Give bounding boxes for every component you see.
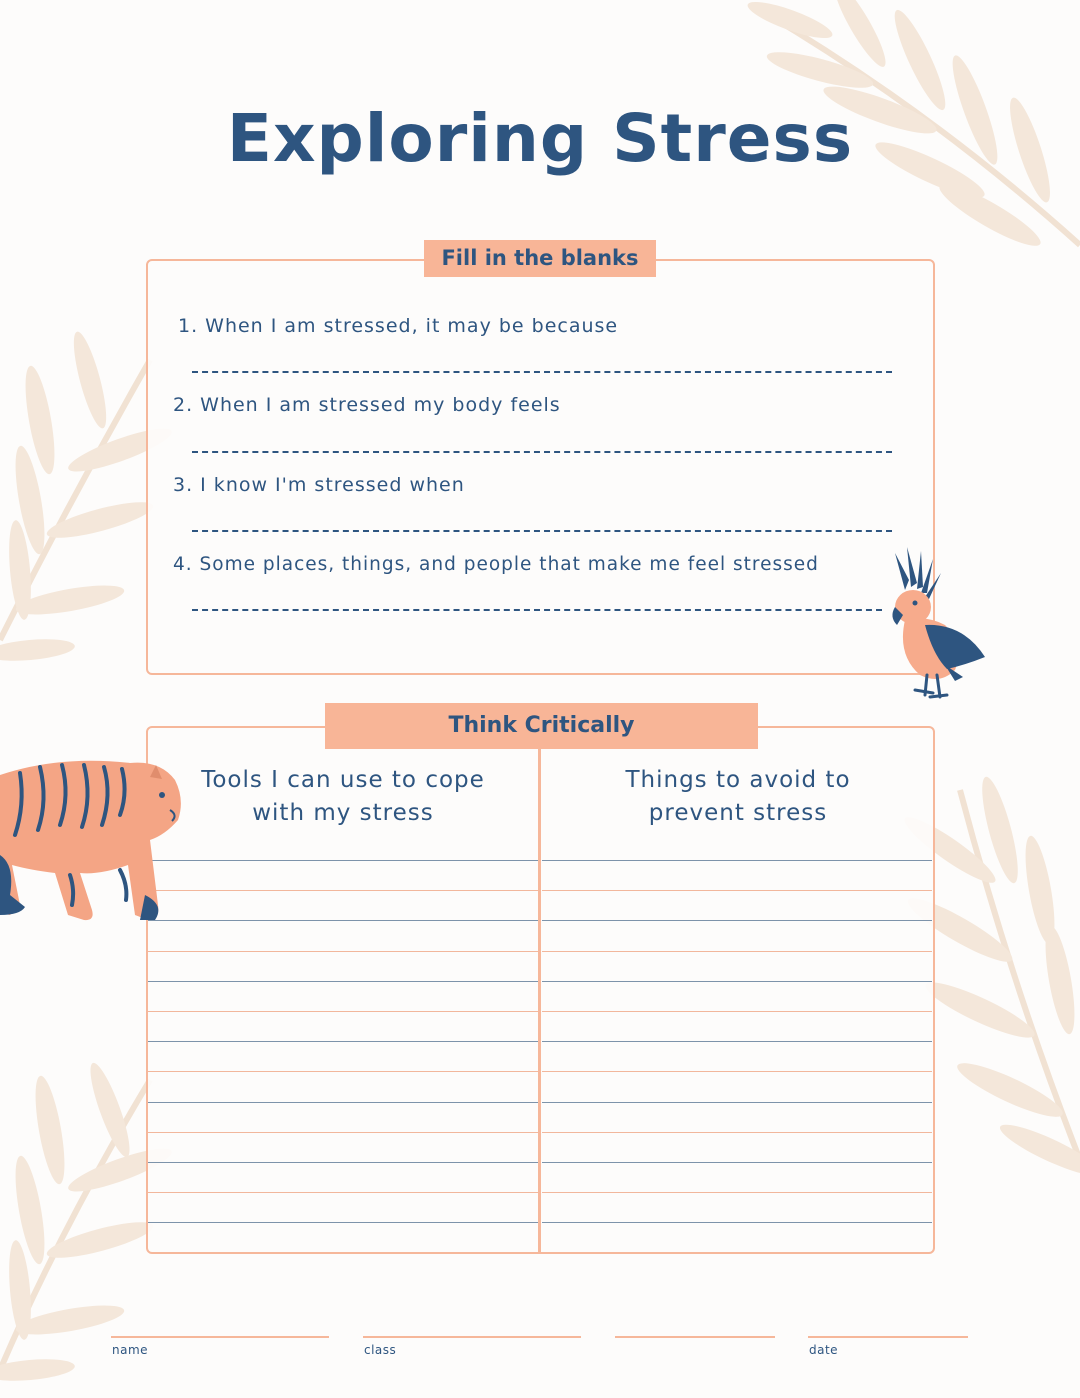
- right-heading-line2: prevent stress: [648, 800, 828, 826]
- class-label: class: [364, 1343, 397, 1357]
- left-writing-line[interactable]: [148, 1162, 538, 1163]
- right-writing-line[interactable]: [542, 1132, 932, 1133]
- right-column-heading: [542, 764, 934, 830]
- left-writing-line[interactable]: [148, 890, 538, 891]
- left-writing-line[interactable]: [148, 1011, 538, 1012]
- name-label: name: [112, 1343, 149, 1357]
- left-writing-line[interactable]: [148, 1041, 538, 1042]
- right-writing-line[interactable]: [542, 1041, 932, 1042]
- answer-blank-3[interactable]: [192, 530, 892, 532]
- question-3: 3. I know I'm stressed when: [173, 474, 465, 496]
- left-writing-line[interactable]: [148, 951, 538, 952]
- right-writing-line[interactable]: [542, 981, 932, 982]
- answer-blank-2[interactable]: [192, 451, 892, 453]
- answer-blank-4[interactable]: [192, 609, 882, 611]
- name-line[interactable]: [111, 1336, 329, 1338]
- left-writing-line[interactable]: [148, 1132, 538, 1133]
- question-4: 4. Some places, things, and people that make me feel stressed: [173, 554, 819, 575]
- right-writing-line[interactable]: [542, 1011, 932, 1012]
- tiger-illustration-icon: [0, 755, 190, 925]
- question-1: 1. When I am stressed, it may be because: [178, 315, 619, 337]
- right-writing-line[interactable]: [542, 1102, 932, 1103]
- right-writing-line[interactable]: [542, 890, 932, 891]
- fill-in-blanks-label: Fill in the blanks: [424, 240, 656, 277]
- right-writing-line[interactable]: [542, 1071, 932, 1072]
- left-column-heading: [148, 764, 538, 830]
- think-critically-label: Think Critically: [325, 703, 758, 749]
- left-heading-line1: Tools I can use to cope: [201, 767, 485, 793]
- page-title: Exploring Stress: [226, 100, 854, 177]
- right-heading-line1: Things to avoid to: [625, 767, 851, 793]
- left-writing-line[interactable]: [148, 1102, 538, 1103]
- right-writing-line[interactable]: [542, 920, 932, 921]
- answer-blank-1[interactable]: [192, 371, 892, 373]
- column-divider: [538, 748, 541, 1253]
- date-line[interactable]: [808, 1336, 968, 1338]
- right-writing-line[interactable]: [542, 951, 932, 952]
- right-writing-line[interactable]: [542, 1222, 932, 1223]
- left-writing-line[interactable]: [148, 1071, 538, 1072]
- blank-line[interactable]: [615, 1336, 775, 1338]
- left-writing-line[interactable]: [148, 920, 538, 921]
- right-writing-line[interactable]: [542, 1192, 932, 1193]
- left-writing-line[interactable]: [148, 1192, 538, 1193]
- date-label: date: [809, 1343, 839, 1357]
- left-heading-line2: with my stress: [252, 800, 434, 826]
- right-writing-line[interactable]: [542, 1162, 932, 1163]
- left-writing-line[interactable]: [148, 981, 538, 982]
- class-line[interactable]: [363, 1336, 581, 1338]
- question-2: 2. When I am stressed my body feels: [173, 394, 561, 416]
- right-writing-line[interactable]: [542, 860, 932, 861]
- cockatoo-illustration-icon: [885, 545, 990, 705]
- left-writing-line[interactable]: [148, 860, 538, 861]
- left-writing-line[interactable]: [148, 1222, 538, 1223]
